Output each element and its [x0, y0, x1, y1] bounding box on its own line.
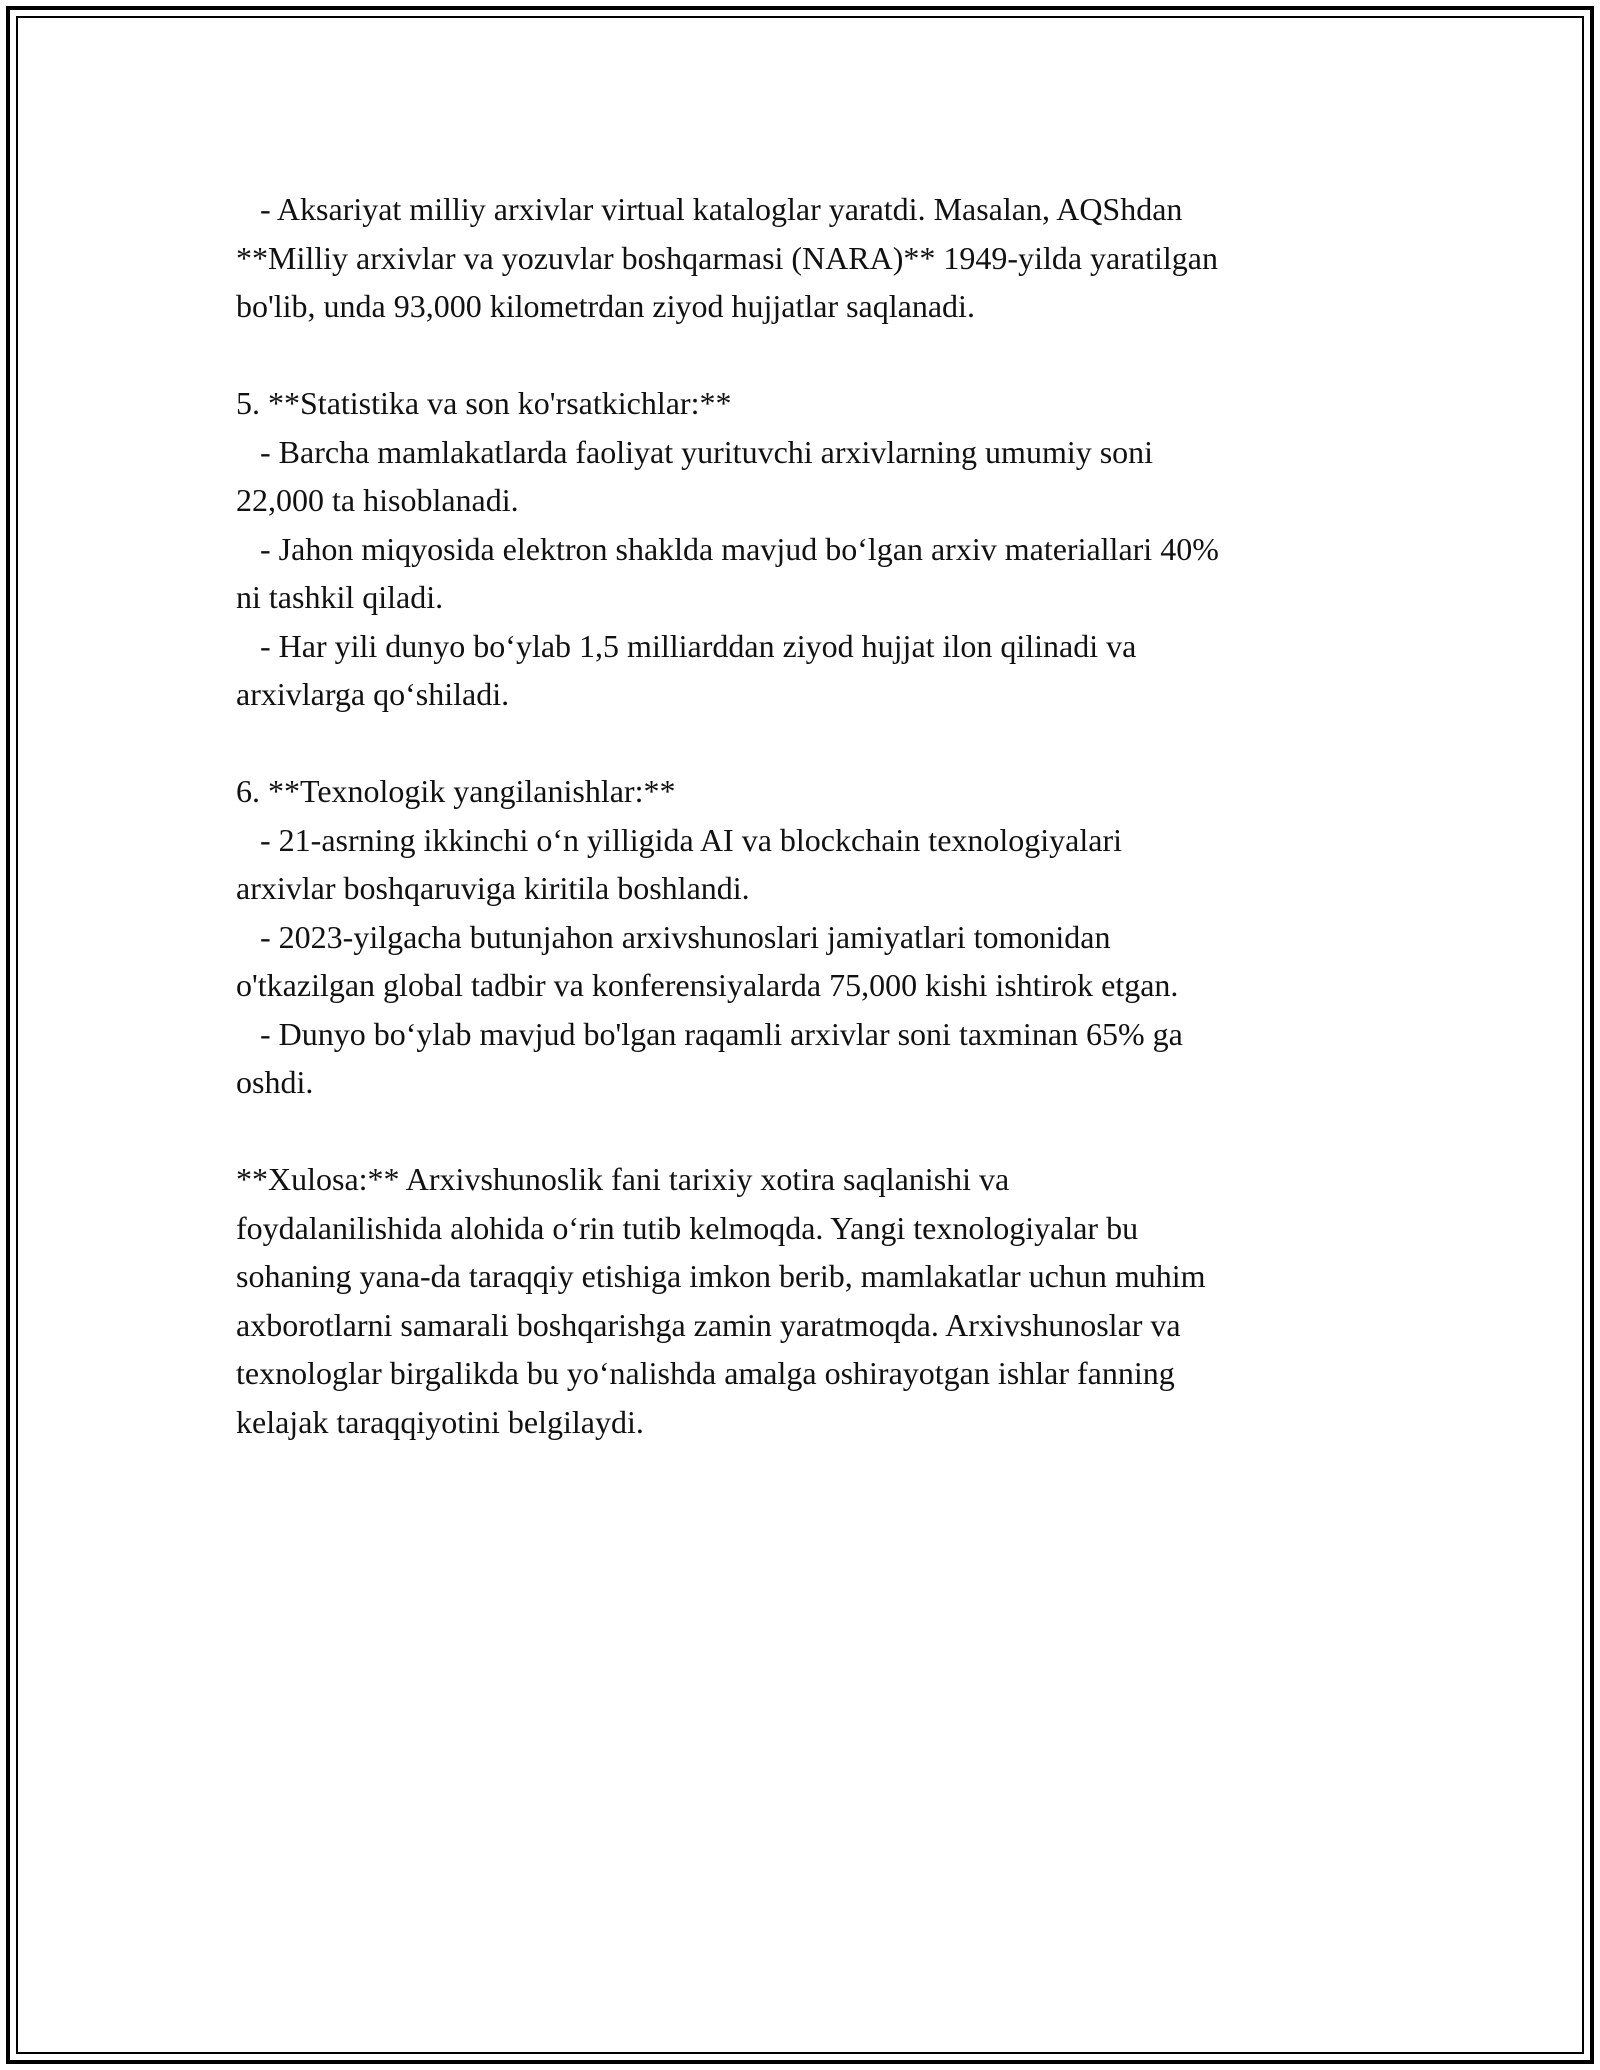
section-heading: 5. **Statistika va son ko'rsatkichlar:**	[236, 385, 732, 421]
blank-line	[236, 331, 1386, 380]
text-line: - 2023-yilgacha butunjahon arxivshunoslari jamiyatlari tomonidan	[236, 918, 1111, 955]
text-line: - Har yili dunyo bo‘ylab 1,5 milliarddan ziyod hujjat ilon qilinadi va	[236, 627, 1137, 664]
blank-line	[236, 719, 1386, 768]
text-line: - Aksariyat milliy arxivlar virtual kataloglar yaratdi. Masalan, AQShdan	[236, 191, 1183, 227]
text-line: ni tashkil qiladi.	[236, 579, 444, 615]
text-line: oshdi.	[236, 1064, 314, 1100]
conclusion-line: texnologlar birgalikda bu yo‘nalishda amalga oshirayotgan ishlar fanning	[236, 1355, 1175, 1391]
text-line: - Dunyo bo‘ylab mavjud bo'lgan raqamli arxivlar soni taxminan 65% ga	[236, 1015, 1183, 1052]
conclusion-line: **Xulosa:** Arxivshunoslik fani tarixiy xotira saqlanishi va	[236, 1161, 1010, 1197]
conclusion-line: kelajak taraqqiyotini belgilaydi.	[236, 1403, 644, 1440]
document-body	[236, 185, 1386, 1446]
text-line: o'tkazilgan global tadbir va konferensiyalarda 75,000 kishi ishtirok etgan.	[236, 967, 1179, 1003]
text-line: **Milliy arxivlar va yozuvlar boshqarmasi (NARA)** 1949-yilda yaratilgan	[236, 239, 1218, 276]
text-line: - Jahon miqyosida elektron shaklda mavjud bo‘lgan arxiv materiallari 40%	[236, 530, 1219, 567]
text-line: 22,000 ta hisoblanadi.	[236, 482, 519, 518]
text-line: bo'lib, unda 93,000 kilometrdan ziyod hujjatlar saqlanadi.	[236, 288, 975, 324]
conclusion-line: sohaning yana-da taraqqiy etishiga imkon berib, mamlakatlar uchun muhim	[236, 1258, 1206, 1294]
text-line: - Barcha mamlakatlarda faoliyat yurituvchi arxivlarning umumiy soni	[236, 433, 1154, 470]
conclusion-line: foydalanilishida alohida o‘rin tutib kelmoqda. Yangi texnologiyalar bu	[236, 1209, 1139, 1246]
section-heading: 6. **Texnologik yangilanishlar:**	[236, 773, 676, 809]
conclusion-line: axborotlarni samarali boshqarishga zamin yaratmoqda. Arxivshunoslar va	[236, 1306, 1181, 1343]
text-line: arxivlarga qo‘shiladi.	[236, 676, 510, 712]
text-line: arxivlar boshqaruviga kiritila boshlandi.	[236, 870, 750, 906]
text-line: - 21-asrning ikkinchi o‘n yilligida AI va blockchain texnologiyalari	[236, 821, 1123, 858]
blank-line	[236, 1107, 1386, 1156]
